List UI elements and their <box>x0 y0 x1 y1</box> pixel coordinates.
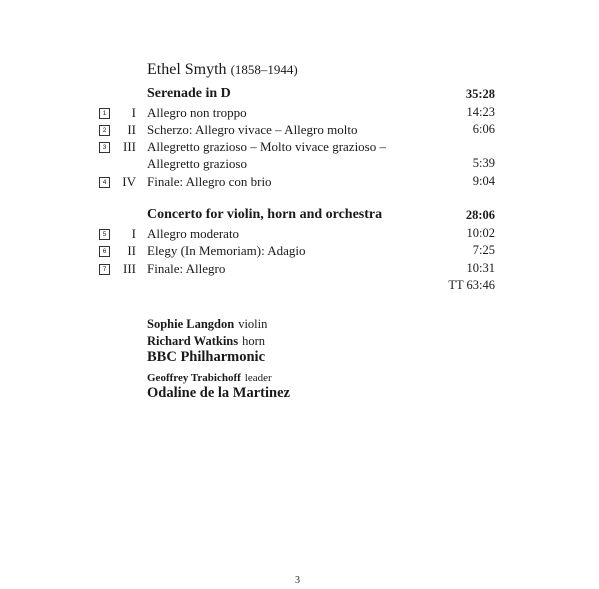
track-number: 1 <box>99 108 110 119</box>
movement-title: Allegro moderato <box>147 226 240 241</box>
track-number: 2 <box>99 125 110 136</box>
movement-title: Elegy (In Memoriam): Adagio <box>147 243 306 258</box>
page-number: 3 <box>295 575 300 586</box>
movement-numeral: I <box>131 105 136 120</box>
track-number: 5 <box>99 229 110 240</box>
movement-title-continued: Allegretto grazioso <box>147 156 247 171</box>
movement-duration: 7:25 <box>472 243 495 257</box>
work-title-concerto: Concerto for violin, horn and orchestra <box>147 207 383 222</box>
movement-numeral: III <box>123 261 136 276</box>
movement-duration: 5:39 <box>472 156 495 170</box>
movement-duration: 9:04 <box>472 174 495 188</box>
performer-orchestra <box>147 348 265 366</box>
movement-numeral: III <box>123 139 136 154</box>
performer-conductor <box>147 384 290 402</box>
track-number: 3 <box>99 142 110 153</box>
work-total-serenade: 35:28 <box>465 87 495 101</box>
work-title-serenade: Serenade in D <box>147 86 231 101</box>
composer-heading <box>147 61 298 79</box>
movement-duration: 10:02 <box>466 226 495 240</box>
movement-title: Scherzo: Allegro vivace – Allegro molto <box>147 122 358 137</box>
movement-duration: 14:23 <box>466 105 495 119</box>
performer-name: Odaline de la Martinez <box>147 385 290 401</box>
composer-name: Ethel Smyth <box>147 61 227 78</box>
total-time: TT 63:46 <box>448 278 495 292</box>
composer-dates: (1858–1944) <box>230 62 298 77</box>
performer-role: violin <box>238 317 268 331</box>
performer-soloist-violin <box>147 315 267 333</box>
performer-name: BBC Philharmonic <box>147 349 266 365</box>
track-number: 6 <box>99 246 110 257</box>
performer-role: horn <box>242 334 266 348</box>
track-number: 7 <box>99 264 110 275</box>
performer-name: Sophie Langdon <box>147 317 235 331</box>
movement-title: Allegro non troppo <box>147 105 247 120</box>
movement-title: Allegretto grazioso – Molto vivace grazioso – <box>147 139 386 154</box>
movement-duration: 6:06 <box>472 122 495 136</box>
movement-title: Finale: Allegro <box>147 261 226 276</box>
performer-name: Geoffrey Trabichoff <box>147 372 241 384</box>
movement-numeral: I <box>131 226 136 241</box>
movement-duration: 10:31 <box>466 261 495 275</box>
work-total-concerto: 28:06 <box>465 208 495 222</box>
performer-name: Richard Watkins <box>147 334 239 348</box>
movement-numeral: II <box>127 122 136 137</box>
movement-numeral: II <box>127 243 136 258</box>
track-number: 4 <box>99 177 110 188</box>
movement-numeral: IV <box>122 174 136 189</box>
movement-title: Finale: Allegro con brio <box>147 174 272 189</box>
performer-role: leader <box>244 372 272 384</box>
